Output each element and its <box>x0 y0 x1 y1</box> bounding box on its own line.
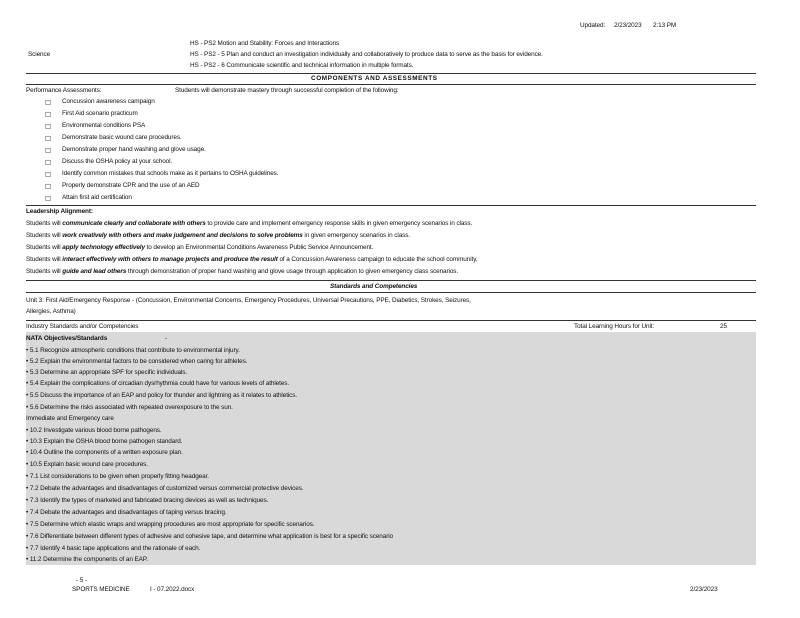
list-item: • 10.2 Investigate various blood borne pathogens. <box>26 427 162 434</box>
leadership-rest: through demonstration of proper hand washing and glove usage through application to given emergency class scenarios. <box>127 268 459 275</box>
checkbox-icon: □ <box>45 146 52 154</box>
industry-label: Industry Standards and/or Competencies <box>26 323 139 330</box>
list-item: Concussion awareness campaign <box>62 98 155 105</box>
science-standard-1: HS - PS2 Motion and Stability: Forces and Interactions <box>190 40 340 47</box>
leadership-rest: to provide care and implement emergency response skills in given emergency scenarios in class. <box>207 220 473 227</box>
unit-line-1: Unit 3: First Aid/Emergency Response - (Concussion, Environmental Concerns, Emergency Procedures, Universal Precautions, PPE, Diabetics, Strokes, Seizures, <box>26 297 471 304</box>
leadership-emphasis: apply technology effectively <box>62 244 145 251</box>
list-item: • 10.4 Outline the components of a written exposure plan. <box>26 449 183 456</box>
leadership-lead: Students will <box>26 220 61 227</box>
divider <box>26 205 756 206</box>
list-item: Environmental conditions PSA <box>62 122 146 129</box>
hours-value: 25 <box>720 323 727 330</box>
divider <box>26 280 756 281</box>
list-item: • 7.2 Debate the advantages and disadvantages of customized versus commercial protective devices. <box>26 485 304 492</box>
checkbox-icon: □ <box>45 182 52 190</box>
nata-subheading: Immediate and Emergency care <box>26 415 114 422</box>
bullet-icon: • <box>26 449 30 456</box>
list-item: • 5.1 Recognize atmospheric conditions that contribute to environmental injury. <box>26 347 240 354</box>
list-item: • 11.2 Determine the components of an EAP. <box>26 556 148 563</box>
standards-title: Standards and Competencies <box>330 283 418 290</box>
updated-date: 2/23/2023 <box>614 22 642 29</box>
divider <box>26 84 756 85</box>
bullet-icon: • <box>26 509 30 516</box>
hours-label: Total Learning Hours for Unit: <box>574 323 655 330</box>
bullet-icon: • <box>26 533 30 540</box>
divider <box>26 320 756 321</box>
list-item: • 5.3 Determine an appropriate SPF for specific individuals. <box>26 369 188 376</box>
list-item: • 5.4 Explain the complications of circadian dysrhythmia could have for various levels of athletes. <box>26 380 290 387</box>
bullet-icon: • <box>26 404 30 411</box>
checkbox-icon: □ <box>45 134 52 142</box>
bullet-icon: • <box>26 347 30 354</box>
science-standard-3: HS - PS2 - 6 Communicate scientific and technical information in multiple formats. <box>190 62 414 69</box>
bullet-icon: • <box>26 485 30 492</box>
footer-doc-name: I - 07.2022.docx <box>150 586 195 593</box>
bullet-icon: • <box>26 473 30 480</box>
list-item: • 7.7 Identify 4 basic tape applications and the rationale of each. <box>26 545 201 552</box>
checkbox-icon: □ <box>45 98 52 106</box>
leadership-lead: Students will <box>26 244 61 251</box>
list-item: Properly demonstrate CPR and the use of an AED <box>62 182 200 189</box>
components-title: COMPONENTS AND ASSESSMENTS <box>311 75 438 82</box>
leadership-emphasis: guide and lead others <box>62 268 127 275</box>
list-item: First Aid scenario practicum <box>62 110 138 117</box>
bullet-icon: • <box>26 545 30 552</box>
bullet-icon: • <box>26 461 30 468</box>
checkbox-icon: □ <box>45 194 52 202</box>
list-item: • 5.5 Discuss the importance of an EAP and policy for thunder and lightning as it relates to athletics. <box>26 392 298 399</box>
list-item: Demonstrate basic wound care procedures. <box>62 134 182 141</box>
science-standard-2: HS - PS2 - 5 Plan and conduct an investigation individually and collaboratively to produce data to serve as the basis for evidence. <box>190 51 543 58</box>
leadership-lead: Students will <box>26 232 61 239</box>
leadership-lead: Students will <box>26 256 61 263</box>
checkbox-icon: □ <box>45 122 52 130</box>
list-item: • 7.4 Debate the advantages and disadvantages of taping versus bracing. <box>26 509 227 516</box>
performance-label: Performance Assessments: <box>26 87 102 94</box>
list-item: • 7.3 Identify the types of marketed and fabricated bracing devices as well as techniques. <box>26 497 269 504</box>
list-item: • 7.1 List considerations to be given when properly fitting headgear. <box>26 473 209 480</box>
performance-intro: Students will demonstrate mastery through successful completion of the following: <box>175 87 399 94</box>
bullet-icon: • <box>26 556 30 563</box>
leadership-rest: to develop an Environmental Conditions Awareness Public Service Announcement. <box>146 244 374 251</box>
leadership-emphasis: interact effectively with others to manage projects and produce the result <box>62 256 278 263</box>
updated-label: Updated: <box>580 22 606 29</box>
list-item: • 10.3 Explain the OSHA blood borne pathogen standard. <box>26 438 183 445</box>
leadership-emphasis: work creatively with others and make judgement and decisions to solve problems <box>62 232 303 239</box>
list-item: • 7.5 Determine which elastic wraps and wrapping procedures are most appropriate for specific scenarios. <box>26 521 315 528</box>
bullet-icon: • <box>26 392 30 399</box>
list-item: • 5.6 Determine the risks associated with repeated overexposure to the sun. <box>26 404 233 411</box>
leadership-lead: Students will <box>26 268 61 275</box>
leadership-rest: of a Concussion Awareness campaign to educate the school community. <box>279 256 478 263</box>
divider <box>26 292 756 293</box>
checkbox-icon: □ <box>45 110 52 118</box>
nata-heading: NATA Objectives/Standards <box>26 335 108 342</box>
leadership-row <box>26 268 458 276</box>
bullet-icon: • <box>26 427 30 434</box>
bullet-icon: • <box>26 369 30 376</box>
checkbox-icon: □ <box>45 158 52 166</box>
bullet-icon: • <box>26 438 30 445</box>
nata-dash: - <box>165 335 168 342</box>
list-item: Attain first aid certification <box>62 194 132 201</box>
footer-course: SPORTS MEDICINE <box>72 586 130 593</box>
leadership-row <box>26 220 472 228</box>
list-item: Demonstrate proper hand washing and glove usage. <box>62 146 206 153</box>
science-label: Science <box>28 51 51 58</box>
footer-page-number: - 5 - <box>76 577 87 584</box>
bullet-icon: • <box>26 497 30 504</box>
leadership-row <box>26 232 410 240</box>
bullet-icon: • <box>26 358 30 365</box>
leadership-emphasis: communicate clearly and collaborate with others <box>62 220 206 227</box>
updated-time: 2:13 PM <box>653 22 677 29</box>
leadership-rest: in given emergency scenarios in class. <box>304 232 411 239</box>
bullet-icon: • <box>26 521 30 528</box>
list-item: Identify common mistakes that schools make as it pertains to OSHA guidelines. <box>62 170 279 177</box>
bullet-icon: • <box>26 380 30 387</box>
list-item: • 5.2 Explain the environmental factors to be considered when caring for athletes. <box>26 358 248 365</box>
list-item: Discuss the OSHA policy at your school. <box>62 158 173 165</box>
leadership-row <box>26 256 478 264</box>
footer-date: 2/23/2023 <box>690 586 718 593</box>
leadership-label: Leadership Alignment: <box>26 208 93 215</box>
list-item: • 10.5 Explain basic wound care procedures. <box>26 461 148 468</box>
checkbox-icon: □ <box>45 170 52 178</box>
divider <box>26 73 756 74</box>
unit-line-2: Allergies, Asthma) <box>26 308 76 315</box>
leadership-row <box>26 244 373 252</box>
list-item: • 7.6 Differentiate between different types of adhesive and cohesive tape, and determine what application is best for a specific scenario <box>26 533 394 540</box>
